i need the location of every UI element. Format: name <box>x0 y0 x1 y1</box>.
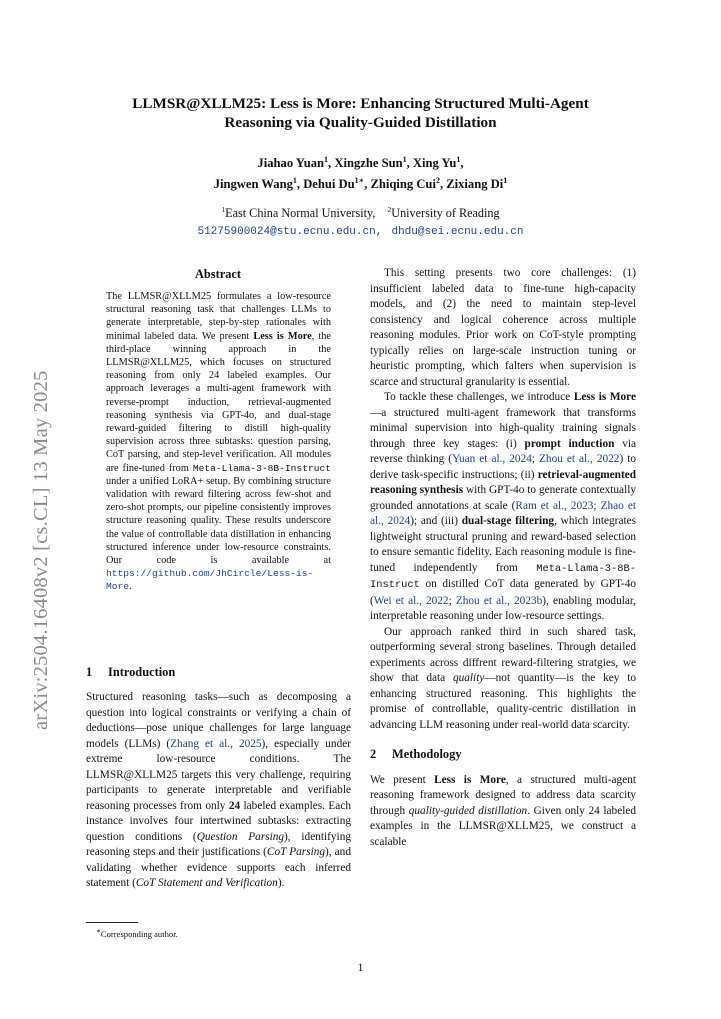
paragraph-methodology <box>370 773 636 851</box>
abstract-heading: Abstract <box>194 267 242 281</box>
section-number: 1 <box>86 665 93 679</box>
affiliation-1: East China Normal University, <box>225 206 376 221</box>
para-text: —not quantity—is the key to enhancing structured reasoning. This highlights the promise of controllable, quality-centric distillation in advancing LLM reasoning under real-world data scarcity. <box>370 672 636 731</box>
author-name: Zixiang Di <box>446 177 504 192</box>
para-text: ); and (iii) <box>410 515 462 527</box>
para-text: , which integrates lightweight structural pruning and reward-based selection to ensure semantic fidelity. Each reasoning module is fine-tuned independently from <box>370 515 637 574</box>
para-bold: retrieval-augmented reasoning synthesis <box>370 468 636 496</box>
citation-link[interactable]: Zhou et al., 2023b <box>455 594 543 607</box>
author-line-1: Jiahao Yuan$^1$, Xingzhe Sun$^1$, Xing Yu$^1$, <box>257 155 464 171</box>
author-name: Xingzhe Sun <box>334 156 403 171</box>
affiliations <box>60 201 661 241</box>
right-column <box>370 266 636 850</box>
citation-link[interactable]: Zhou et al., 2022 <box>539 453 620 465</box>
author-affiliation-mark: 1 <box>292 176 297 186</box>
para-text: ; <box>593 499 601 512</box>
para-text: ) to derive task-specific instructions; (ii) <box>370 453 636 481</box>
author-list <box>60 151 661 193</box>
intro-text: ), identifying reasoning steps and their justifications ( <box>86 830 351 858</box>
author-affiliation-mark: 1∗ <box>354 176 365 186</box>
page-number: 1 <box>357 962 364 974</box>
citation-link[interactable]: Zhang et al., 2025 <box>170 737 262 750</box>
citation-link[interactable]: Zhao et al., 2024 <box>370 499 636 527</box>
author-name: Jingwen Wang <box>213 177 293 192</box>
para-text: with GPT-4o to generate contextually grounded annotations at scale ( <box>370 484 637 512</box>
para-text: ), enabling modular, interpretable reasoning under low-resource settings. <box>370 594 637 622</box>
email-1[interactable]: 51275900024@stu.ecnu.edu.cn, <box>197 226 383 239</box>
intro-text: ). <box>277 877 285 889</box>
author-name: Xing Yu <box>412 156 457 171</box>
abstract-model-name: Meta-Llama-3-8B-Instruct <box>192 462 331 474</box>
affiliation-2-mark: 2 <box>387 205 392 214</box>
title-line-2: Reasoning via Quality-Guided Distillation <box>224 114 497 131</box>
para-bold: Less is More <box>434 773 506 786</box>
abstract-text: under a unified LoRA+ setup. By combining structure validation with reward filtering across few-shot and zero-shot prompts, our pipeline consistently improves structure reasoning quality. These results underscore the value of controllable data distillation in enhancing structured inference under low-resource constraints. Our code is available at <box>106 475 331 567</box>
paragraph-challenges: This setting presents two core challenges: (1) insufficient labeled data to fine-tune high-capacity models, and (2) the need to maintain step-level consistency and logical coherence across multiple reasoning modules. Prior work on CoT-style prompting typically relies on large-scale instruction tuning or heuristic prompting, which falters when supervision is scarce and structural granularity is essential. <box>370 267 636 388</box>
abstract-method-name: Less is More <box>253 330 312 342</box>
affiliation-1-mark: 1 <box>221 205 226 214</box>
affiliation-line <box>60 201 661 222</box>
author-name: Zhiqing Cui <box>370 177 436 192</box>
abstract-text: The LLMSR@XLLM25 formulates a low-resource structural reasoning task that challenges LLMs to generate interpretable, step-by-step rationales with minimal labeled data. We present <box>106 291 331 342</box>
introduction-paragraph <box>86 690 351 892</box>
paragraph-approach <box>370 390 636 625</box>
para-text: We present <box>370 773 435 786</box>
author-affiliation-mark: 1 <box>503 176 508 186</box>
affiliation-2: University of Reading <box>391 206 500 221</box>
intro-text: labeled examples. Each instance involves four intertwined subtasks: extracting question conditions ( <box>86 799 351 843</box>
para-text: —a structured multi-agent framework that transforms minimal supervision into high-quality training signals through three key stages: (i) <box>370 406 636 450</box>
citation-link[interactable]: Yuan et al., 2024 <box>452 453 532 465</box>
author-affiliation-mark: 1 <box>402 155 407 164</box>
code-link[interactable]: https://github.com/JhCircle/Less-is-More <box>106 568 314 593</box>
para-text: . Given only 24 labeled examples in the LLMSR@XLLM25, we construct a scalable <box>370 804 637 848</box>
section-title: Introduction <box>108 665 176 679</box>
paper-title <box>60 94 661 132</box>
section-title: Methodology <box>392 747 462 761</box>
citation-link[interactable]: Wei et al., 2022 <box>373 594 449 607</box>
arxiv-stamp-text: arXiv:2504.16408v2 [cs.CL] 13 May 2025 <box>30 370 52 730</box>
para-italic: quality <box>452 672 485 684</box>
footnote-rule <box>86 922 138 923</box>
intro-italic: CoT Parsing <box>266 846 326 858</box>
model-name: Meta-Llama-3-8B-Instruct <box>370 562 636 591</box>
author-affiliation-mark: 1 <box>324 155 329 164</box>
para-bold: Less is More <box>573 391 636 403</box>
para-text: , a structured multi-agent reasoning framework designed to address data scarcity through <box>370 773 636 817</box>
para-text: on distilled CoT data generated by GPT-4o ( <box>370 578 636 607</box>
arxiv-stamp <box>24 310 54 730</box>
para-italic: quality-guided distillation <box>408 804 528 817</box>
paragraph-results <box>370 625 636 734</box>
section-2-heading <box>370 747 636 763</box>
email-2[interactable]: dhdu@sei.ecnu.edu.cn <box>391 226 524 239</box>
intro-italic: CoT Statement and Verification <box>135 877 278 889</box>
para-text: via reverse thinking ( <box>370 437 637 465</box>
abstract-text: . <box>129 581 132 593</box>
abstract-text: , the third-place winning approach in the LLMSR@XLLM25, which focuses on structured reasoning from only 24 labeled examples. Our approach leverages a multi-agent framework with reverse-prompt induction, retrieval-augmented reasoning synthesis via GPT-4o, and dual-stage reward-guided filtering to distill high-quality supervision across three subtasks: question parsing, CoT parsing, and step-level verification. All modules are fine-tuned from <box>106 330 332 474</box>
email-line <box>60 222 661 241</box>
footnote-mark: ∗ <box>96 927 101 935</box>
intro-text: Structured reasoning tasks—such as decomposing a question into logical constraints or verifying a chain of deductions—pose unique challenges for large language models (LLMs) ( <box>86 691 351 750</box>
author-affiliation-mark: 1 <box>456 155 461 164</box>
para-text: ; <box>448 594 456 607</box>
para-text: Our approach ranked third in such shared task, outperforming several strong baselines. Through detailed experiments across diffrent reward-filtering stratgies, we show that data <box>370 625 636 684</box>
intro-text: ), especially under extreme low-resource conditions. The LLMSR@XLLM25 targets this very challenge, requiring participants to generate interpretable and verifiable reasoning processes from only <box>86 737 352 812</box>
author-affiliation-mark: 2 <box>435 176 440 186</box>
intro-bold: 24 <box>228 799 241 812</box>
author-name: Dehui Du <box>303 177 355 192</box>
author-line-2: Jingwen Wang$^1$, Dehui $Du^{1∗}$, Zhiqing Cui$^2$, Zixiang Di$^1$ <box>213 176 508 192</box>
intro-italic: Question Parsing <box>196 830 285 843</box>
footnote-text: Corresponding author. <box>100 928 178 939</box>
para-bold: dual-stage filtering <box>461 515 555 527</box>
intro-text: ), and validating whether evidence supports each inferred statement ( <box>86 846 351 889</box>
title-line-1: LLMSR@XLLM25: Less is More: Enhancing Structured Multi-Agent <box>132 95 589 112</box>
para-text: ; <box>531 453 540 465</box>
abstract-body <box>106 290 331 594</box>
para-bold: prompt induction <box>524 437 615 450</box>
footnote <box>96 926 178 939</box>
section-1-heading <box>86 665 175 680</box>
citation-link[interactable]: Ram et al., 2023 <box>515 499 594 512</box>
author-name: Jiahao Yuan <box>257 156 325 171</box>
section-number: 2 <box>370 747 377 761</box>
para-text: To tackle these challenges, we introduce <box>384 391 574 403</box>
